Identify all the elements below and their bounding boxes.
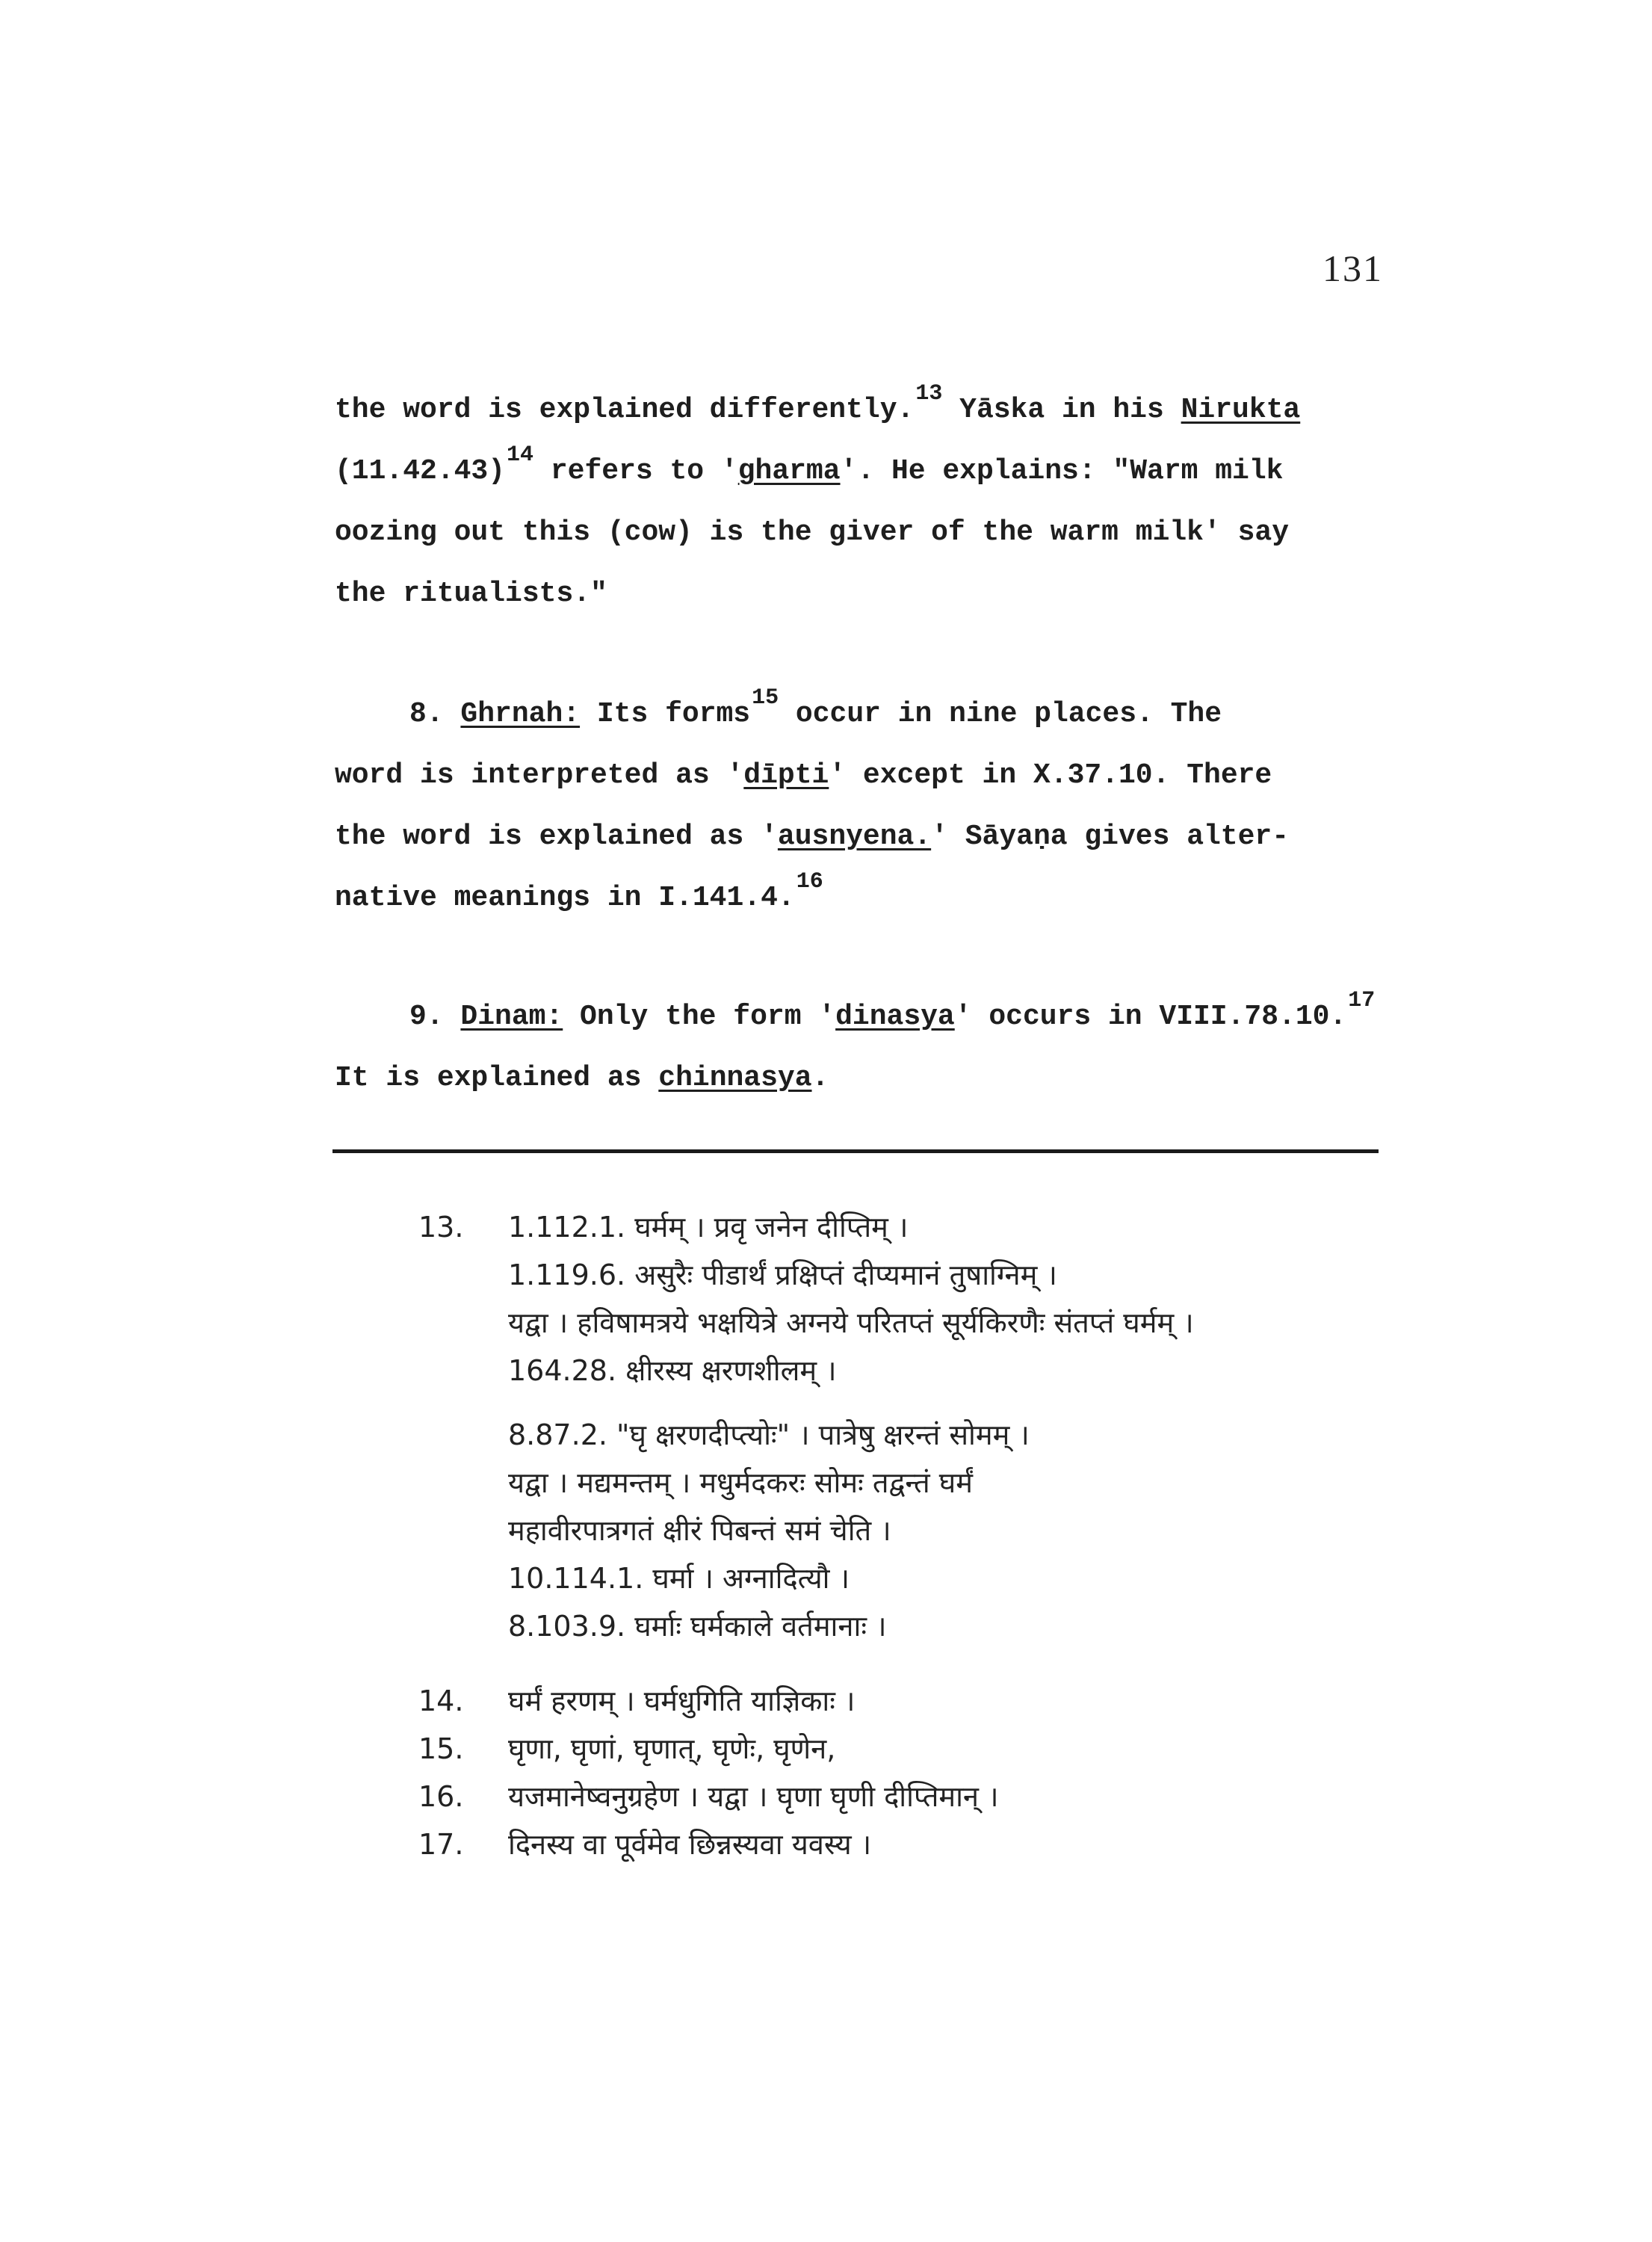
term-dipti: dīpti	[743, 759, 829, 791]
footnote-divider	[332, 1149, 1379, 1153]
footnote-line: महावीरपात्रगतं क्षीरं पिबन्तं समं चेति ।	[508, 1514, 891, 1547]
text-line: word is interpreted as 'dīpti' except in X.37.10. There	[335, 759, 1272, 791]
footnote-ref-15: 15	[752, 685, 779, 711]
term-ausnyena: ausnyena.	[777, 821, 932, 853]
text-line: $(11.42.43)^{14}$ refers to 'gharma'. He explains: "Warm milk	[335, 442, 1284, 487]
term-dinam: Dinam:	[460, 1001, 563, 1033]
footnote-line: 1.112.1. घर्मम् । प्रवृ जनेन दीप्तिम् ।	[508, 1211, 909, 1244]
term-nirukta: Nirukta	[1181, 394, 1301, 426]
footnote-ref-14: 14	[507, 442, 534, 468]
footnote-ref-16: 16	[796, 869, 823, 895]
footnote-number: 15.	[418, 1732, 464, 1765]
paragraph-ghrnah	[335, 684, 1455, 929]
footnote-number: 17.	[418, 1828, 464, 1861]
footnote-line: यजमानेष्वनुग्रहेण । यद्वा । घृणा घृणी दीप्तिमान् ।	[508, 1780, 999, 1813]
term-ghrnah: Ghrnah:	[460, 698, 581, 730]
paragraph-gharma	[335, 380, 1455, 625]
footnotes	[418, 1203, 1539, 1868]
paragraph-dinam	[335, 986, 1455, 1109]
footnote-line: घर्मं हरणम् । घर्मधुगिति याज्ञिकाः ।	[508, 1684, 856, 1717]
term-dinasya: dinasya	[835, 1001, 955, 1033]
text-line: It is explained as chinnasya.	[335, 1062, 829, 1094]
footnote-ref-13: 13	[915, 381, 943, 407]
term-gharma: gharma	[737, 455, 841, 487]
page-number: 131	[1322, 247, 1383, 289]
footnote-line: 8.87.2. "घृ क्षरणदीप्त्योः" । पात्रेषु क्षरन्तं सोमम् ।	[508, 1418, 1030, 1451]
term-chinnasya: chinnasya	[658, 1062, 812, 1094]
footnote-number: 14.	[418, 1684, 464, 1717]
footnote-ref-17: 17	[1348, 988, 1376, 1013]
text-line: the word is explained differently.$^{13}$ Yāska in his Nirukta	[335, 381, 1301, 426]
footnote-number: 13.	[418, 1211, 464, 1244]
footnote-line: 10.114.1. घर्मा । अग्नादित्यौ ।	[508, 1562, 850, 1595]
footnote-17	[418, 1821, 1539, 1868]
footnote-line: यद्वा । मद्यमन्तम् । मधुर्मदकरः सोमः तद्वन्तं घर्मं	[508, 1466, 973, 1499]
footnote-number: 16.	[418, 1780, 464, 1813]
text-line: the word is explained as 'ausnyena.' Sāyaṇa gives alter-	[335, 821, 1290, 853]
footnote-line: घृणा, घृणां, घृणात्, घृणेः, घृणेन,	[508, 1732, 836, 1765]
text-line: 9. Dinam: Only the form 'dinasya' occurs in VIII.78.10.17	[409, 988, 1376, 1033]
footnote-line: दिनस्य वा पूर्वमेव छिन्नस्यवा यवस्य ।	[508, 1828, 872, 1861]
footnote-line: 8.103.9. घर्माः घर्मकाले वर्तमानाः ।	[508, 1610, 887, 1643]
footnote-line: 164.28. क्षीरस्य क्षरणशीलम् ।	[508, 1354, 837, 1387]
footnote-line: 1.119.6. असुरैः पीडार्थं प्रक्षिप्तं दीप्यमानं तुषाग्निम् ।	[508, 1259, 1057, 1291]
footnote-14	[418, 1677, 1539, 1725]
text-line: the ritualists."	[335, 578, 607, 610]
footnote-13	[418, 1203, 1539, 1650]
text-line: native meanings in I.141.4.16	[335, 869, 823, 914]
text-line: 8. Ghrnah: Its forms$^{15}$ occur in nine places. The	[409, 685, 1222, 730]
footnote-16	[418, 1773, 1539, 1821]
footnote-15	[418, 1725, 1539, 1773]
footnote-line: यद्वा । हविषामत्रये भक्षयित्रे अग्नये परितप्तं सूर्यकिरणैः संतप्तं घर्मम् ।	[508, 1306, 1194, 1339]
text-line: oozing out this (cow) is the giver of the warm milk' say	[335, 516, 1290, 549]
